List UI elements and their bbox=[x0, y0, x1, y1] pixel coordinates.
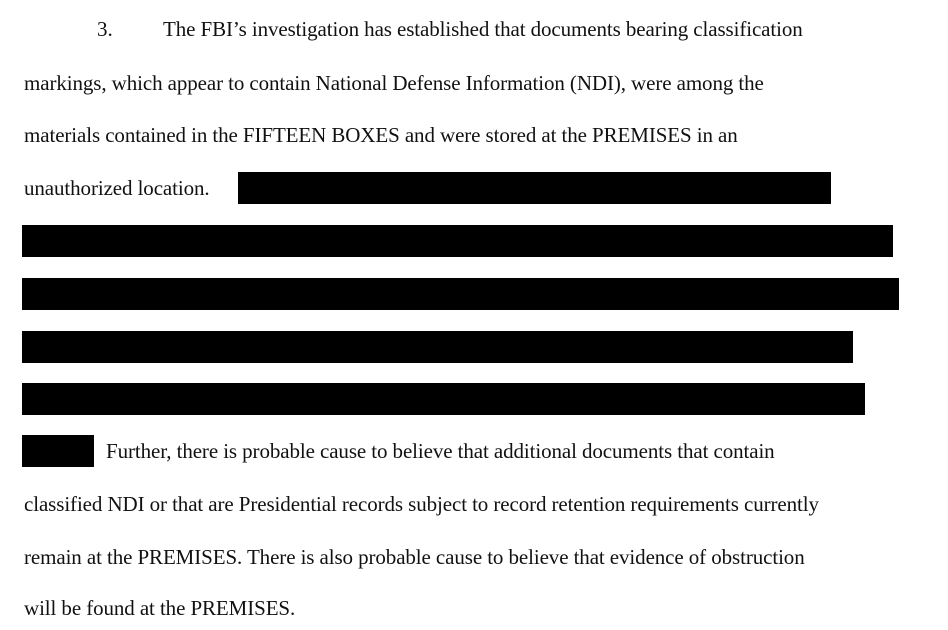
redaction-bar-3 bbox=[22, 278, 899, 310]
text-line-3: materials contained in the FIFTEEN BOXES and were stored at the PREMISES in an bbox=[24, 123, 738, 147]
redaction-bar-4 bbox=[22, 331, 853, 363]
text-line-2: markings, which appear to contain National Defense Information (NDI), were among the bbox=[24, 71, 764, 95]
text-line-8: will be found at the PREMISES. bbox=[24, 596, 296, 620]
redaction-bar-6 bbox=[22, 435, 94, 467]
redaction-bar-1 bbox=[238, 172, 831, 204]
paragraph-number: 3. bbox=[97, 17, 113, 41]
text-line-4: unauthorized location. bbox=[24, 176, 210, 200]
redaction-bar-2 bbox=[22, 225, 893, 257]
text-line-5: Further, there is probable cause to believe that additional documents that contain bbox=[106, 439, 775, 463]
text-line-6: classified NDI or that are Presidential records subject to record retention requirements currently bbox=[24, 492, 819, 516]
redaction-bar-5 bbox=[22, 383, 865, 415]
text-line-7: remain at the PREMISES. There is also probable cause to believe that evidence of obstruction bbox=[24, 545, 805, 569]
text-line-1: The FBI’s investigation has established that documents bearing classification bbox=[163, 17, 803, 41]
